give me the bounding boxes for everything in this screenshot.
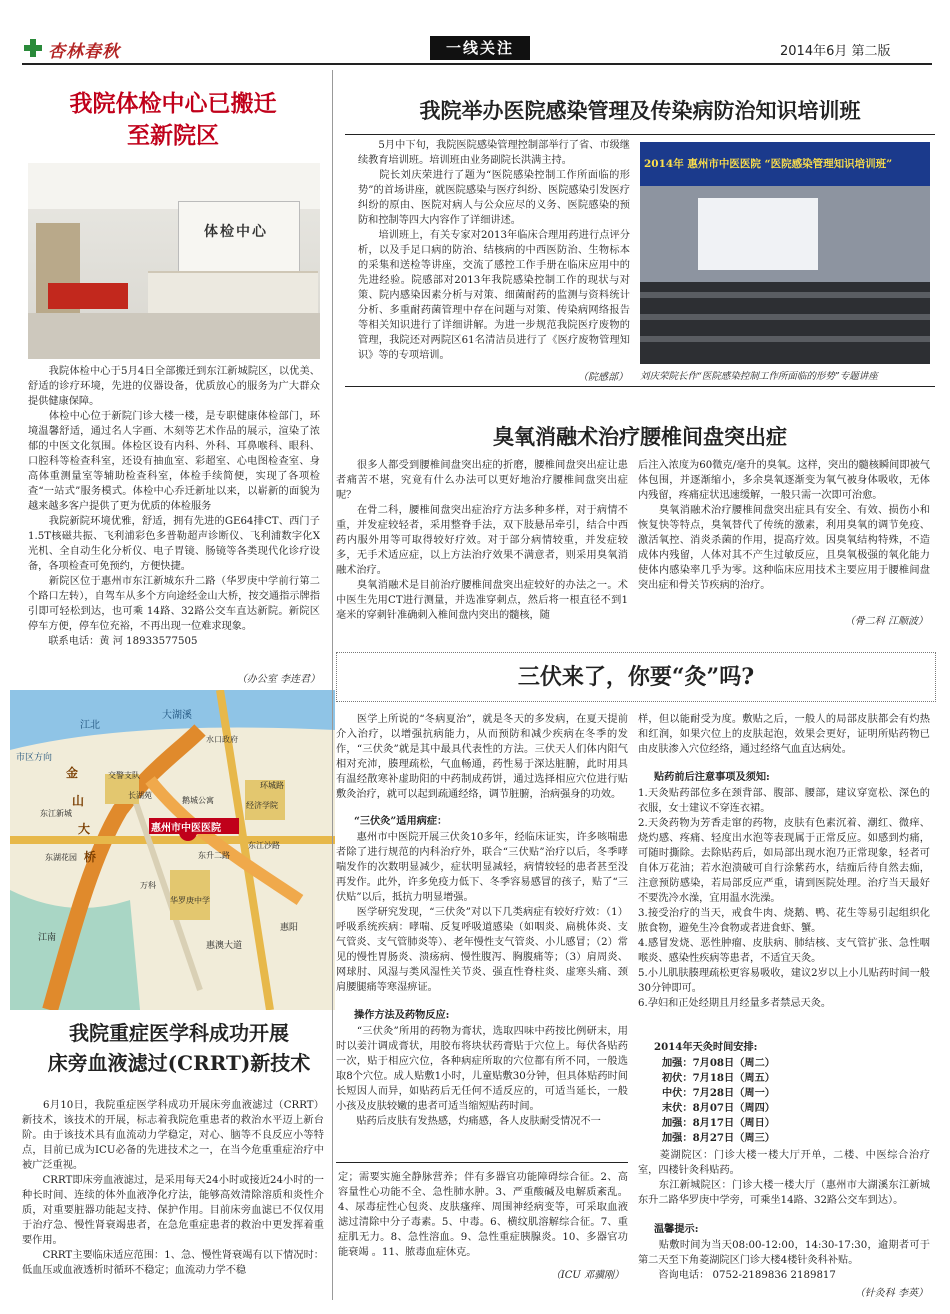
map-label-dahuxi: 大湖溪 <box>162 710 192 721</box>
art5-col1-bottom-rule <box>336 1162 628 1163</box>
art3-title: 我院举办医院感染管理及传染病防治知识培训班 <box>419 98 861 123</box>
issue-month: 2014年6月 <box>780 44 848 59</box>
map-label-city: 市区方向 <box>16 753 53 763</box>
art1-photo <box>28 163 320 359</box>
schedule-label: 加强： <box>662 1117 693 1129</box>
schedule-label: 末伏： <box>662 1102 693 1114</box>
section-label: 一线关注 <box>445 39 514 57</box>
art4-title: 臭氧消融术治疗腰椎间盘突出症 <box>493 424 787 449</box>
section-banner <box>430 36 530 60</box>
map-label-jiangbei: 江北 <box>80 720 100 731</box>
schedule-date: 7月18日（周五） <box>692 1072 775 1084</box>
art3-bottom-rule <box>345 386 935 387</box>
schedule-label: 初伏： <box>662 1072 693 1084</box>
art1-body: 我院体检中心于5月4日全部搬迁到东江新城院区，以优美、舒适的诊疗环境，先进的仪器设备，优质放心的服务为广大群众提供健康保障。 体检中心位于新院门诊大楼一楼，是专职健康体检部门，环境温馨舒适，通过名人字画、木刻等艺术作品的展示，渲染了浓郁的中医文化氛围。体检区设有内科、外科、耳鼻喉科、眼科、口腔科等检查科室，还设有抽血室、彩超室、心电图检查室、身高体重测量室等辅助检查科室，体检手续简便，实现了各项检查“一站式”服务模式。体检中心乔迁新址以来，以崭新的面貌为越来越多客户提供了更为优质的体检服务 我院新院环境优雅，舒适，拥有先进的GE64排CT、西门子1.5T核磁共振、飞利浦彩色多普勒超声诊断仪、飞利浦数字化X光机、全自动生化分析仪、电子胃镜、肠镜等各类现代化诊疗设备，各项检查可免预约，方便快捷。 新院区位于惠州市东江新城东升二路（华罗庚中学前行第二个路口左转），自驾车从多个方向途经金山大桥，按交通指示牌指引即可轻松到达，也可乘 14路、32路公交车直达新院。新院区停车方便，停车位充裕，不再出现一位难求现象。 联系电话：黄 河 18933577505 <box>28 366 320 647</box>
map-label-jingji: 经济学院 <box>246 801 278 810</box>
art2-title: 我院重症医学科成功开展 床旁血液滤过(CRRT)新技术 <box>47 1021 311 1075</box>
map-label-echeng: 鹅城公寓 <box>182 796 214 805</box>
map-label-changhuyuan: 长湖苑 <box>128 791 152 800</box>
issue-date <box>780 40 891 59</box>
map-label-huancheng: 环城路 <box>260 781 284 790</box>
art5-col2-notes: 1.天灸贴药部位多在颈背部、腹部、腰部，建议穿宽松、深色的衣服，女士建议不穿连衣裙。 2.天灸药物为芳香走窜的药物，皮肤有色素沉着、潮红、微痒、烧灼感、疼痛、轻度出水泡等表现属于正常反应。如感到灼痛，可随时撕除。去除贴药后，如局部出现水泡乃正常现象，轻者可自体万花油；若水泡溃破可自行涂紫药水，结痂后待自然去痂，注意预防感染，若局部反应严重，请到医院处理。治疗当天最好不要洗冷水澡，宜用温水洗澡。 3.接受治疗的当天，戒食牛肉、烧鹅、鸭、花生等易引起组织化脓食物，避免生冷食物或者进食虾、蟹。 4.感冒发烧、恶性肿瘤、皮肤病、肺结核、支气管扩张、急性咽喉炎、感染性疾病等患者，不适宜天灸。 5.小儿肌肤腠理疏松更容易吸收，建议2岁以上小儿贴药时间一般30分钟即可。 6.孕妇和正处经期且月经量多者禁忌天灸。 <box>638 788 930 1009</box>
schedule-label: 中伏： <box>662 1087 693 1099</box>
art5-col1-method: “三伏灸”所用的药物为膏状，选取四味中药按比例研末，用时以姜汁调成膏状，用胶布将块状药膏贴于穴位上。每伏各贴药一次，贴于相应穴位，各种病症所取的穴位都有所不同，一般选取8个穴位。成人贴敷1小时，儿童贴敷30分钟，但具体贴药时间长短因人而异，如贴药后无任何不适反应的，可适当延长，一般小孩及皮肤较嫩的患者可适当缩短贴药时间。 贴药后皮肤有发热感，灼痛感，各人皮肤耐受情况不一 <box>336 1026 628 1127</box>
map-label-donghu: 东湖花园 <box>45 853 77 862</box>
map-label-dongjiang: 东江新城 <box>40 809 72 818</box>
art3-body: 5月中下旬，我院医院感染管理控制部举行了省、市级继续教育培训班。培训班由业务副院长洪满主持。 院长刘庆荣进行了题为“医院感染控制工作所面临的形势”的首场讲座，就医院感染与医疗纠纷、医院感染引发医疗纠纷的原由、医院对病人与公众应尽的义务、医院感染的预防和控制等四大内容作了详细讲述。 培训班上，有关专家对2013年临床合理用药进行点评分析，以及手足口病的防治、结核病的中西医防治、生物标本的采集和送检等讲座，交流了感控工作手册在临床应用中的先进经验。院感部对2013年我院感染控制工作的现状与对策、院内感染因素分析与对策、细菌耐药的监测与资料统计分析、多重耐药菌管理中存在问题与对策、传染病网络报告等相关知识进行了详细讲解。为进一步规范我院医疗废物的管理，我院还对两院区61名清洁员进行了《医疗废物管理知识》等的专项培训。 <box>358 140 630 361</box>
map-label-shan: 山 <box>72 794 85 808</box>
map-label-dongjiangsha: 东江沙路 <box>248 841 280 850</box>
art5-title: 三伏来了，你要“灸”吗? <box>517 664 755 690</box>
art5-subhead-schedule: 2014年天灸时间安排: <box>654 1041 758 1053</box>
map-label-shuikou: 水口政府 <box>206 735 238 744</box>
schedule-date: 8月07日（周四） <box>692 1102 775 1114</box>
left-column-rule <box>332 70 333 1300</box>
art1-signature: （办公室 李连君） <box>236 674 320 685</box>
schedule-date: 8月17日（周日） <box>692 1117 775 1129</box>
art5-col1-intro: 医学上所说的“冬病夏治”，就是冬天的多发病，在夏天提前介入治疗，以增强抗病能力，从而预防和减少疾病在冬季的发作，“三伏灸”就是其中最具代表性的方法。三伏天人们体内阳气相对充沛，腠理疏松，气血畅通，药性易于深达脏腑，此时用具有温经散寒补虚助阳的中药制成药饼，通过选择相应穴位进行贴敷灸治疗，就可以起到疏通经络，调节脏腑，治病强身的功效。 <box>336 714 628 800</box>
art5-signature: （针灸科 李英） <box>854 1288 928 1299</box>
art5-title-box <box>336 652 936 702</box>
schedule-label: 加强： <box>662 1132 693 1144</box>
schedule-date: 7月28日（周一） <box>692 1087 775 1099</box>
schedule-row <box>662 1071 862 1086</box>
map-label-jiangnan: 江南 <box>38 933 57 943</box>
map-label-vanke: 万科 <box>140 881 156 890</box>
art1-photo-sign: 体检中心 <box>204 224 268 240</box>
art3-caption: 刘庆荣院长作“医院感染控制工作所面临的形势”专题讲座 <box>640 371 878 382</box>
art5-subhead-tips: 温馨提示: <box>654 1223 699 1235</box>
art2-body-continued: 定；需要实施全静脉营养；伴有多器官功能障碍综合征。2、高容量性心功能不全、急性肺水肿。3、严重酸碱及电解质紊乱。4、尿毒症性心包炎、皮肤瘙痒、周围神经病变等，可采取血液滤过清除中分子毒素。5、中毒。6、横纹肌溶解综合征。7、重症肌无力。8、急性溶血。9、急性重症胰腺炎。10、多器官功能衰竭 。11、脓毒血症休克。 <box>338 1172 628 1258</box>
header-rule <box>22 63 932 65</box>
art2-signature: （ICU 邓骥刚） <box>550 1270 624 1281</box>
map-label-qiao: 桥 <box>84 850 97 864</box>
art5-subhead-indications: “三伏灸”适用病症： <box>354 815 448 827</box>
art5-col1-indications: 惠州市中医院开展三伏灸10多年，经临床证实，许多咳喘患者除了进行规范的内科治疗外，联合“三伏贴”治疗以后，冬季哮喘发作的次数明显减少，症状明显减轻，病情较轻的患者甚至没再发作。此外，许多免疫力低下、冬季容易感冒的孩子，贴了“三伏贴”以后，抵抗力明显增强。 医学研究发现，“三伏灸”对以下几类病症有较好疗效：（1）呼吸系统疾病：哮喘、反复呼吸道感染（如咽炎、扁桃体炎、支气管炎、支气管肺炎等）、老年慢性支气管炎、小儿感冒；（2）常见的慢性胃肠炎、溃疡病、慢性腹泻、胸腹痛等；（3）肩周炎、网球肘、风湿与类风湿性关节炎、强直性脊柱炎、虚寒头痛、颈肩腰腿痛等寒湿痹证。 <box>336 832 628 993</box>
masthead <box>24 38 164 60</box>
schedule-row <box>662 1101 862 1116</box>
art3-banner: 2014年 惠州市中医医院 “医院感染管理知识培训班” <box>644 158 893 170</box>
art4-col2: 后注入浓度为60微克/毫升的臭氧。这样，突出的髓核瞬间即被气体包围，并逐渐缩小，多余臭氧逐渐变为氧气被身体吸收，无体内残留，疼痛症状迅速缓解，一般只需一次即可治愈。 臭氧消融术治疗腰椎间盘突出症具有安全、有效、损伤小和恢复快等特点，臭氧替代了传统的激素，利用臭氧的调节免疫、激活氧控、消炎杀菌的作用，提高疗效。因臭氧结构特殊，不造成体内残留，人体对其不产生过敏反应，且臭氧极强的氧化能力使体内感染率几乎为零。这种临床应用技术主要应用于腰椎间盘突出症和骨关节疾病的治疗。 <box>638 460 930 591</box>
art3-photo <box>640 142 930 364</box>
masthead-title: 杏林春秋 <box>48 42 120 62</box>
art5-schedule-list <box>662 1056 862 1146</box>
art5-subhead-method: 操作方法及药物反应: <box>354 1009 450 1021</box>
schedule-row <box>662 1116 862 1131</box>
map-label-hualuogeng: 华罗庚中学 <box>170 896 210 905</box>
location-map <box>10 690 335 1010</box>
art4-col1: 很多人都受到腰椎间盘突出症的折磨，腰椎间盘突出症让患者痛苦不堪，究竟有什么办法可以更好地治疗腰椎间盘突出症呢？ 在骨二科，腰椎间盘突出症治疗方法多种多样，对于病情不重，并发症较轻者，采用整脊手法，双下肢悬吊牵引，结合中西药内服外用等可取得较好疗效。对于部分病情较重，并发症较多，无手术适应症，以上方法治疗效果不满意者，则采用臭氧消融术治疗。 臭氧消融术是目前治疗腰椎间盘突出症较好的办法之一。术中医生先用CT进行测量，并选准穿刺点，然后将一根直径不到1毫米的穿刺针准确刺入椎间盘内突出的髓核，随 <box>336 460 628 621</box>
page-number: 第二版 <box>851 44 891 59</box>
map-label-jiaojing: 交警支队 <box>108 771 140 780</box>
art5-col2-tips: 贴敷时间为当天08:00-12:00，14:30-17:30，逾期者可于第二天至下角菱湖院区门诊大楼4楼针灸科补贴。 咨询电话： 0752-2189836 2189817 <box>638 1240 930 1281</box>
schedule-date: 7月08日（周二） <box>692 1057 775 1069</box>
art1-title: 我院体检中心已搬迁 至新院区 <box>69 90 277 149</box>
schedule-date: 8月27日（周三） <box>692 1132 775 1144</box>
map-label-huiyang: 惠阳 <box>280 923 299 933</box>
schedule-row <box>662 1086 862 1101</box>
art5-col2-intro: 样，但以能耐受为度。敷贴之后，一般人的局部皮肤都会有灼热和红润，如果穴位上的皮肤起泡，效果会更好，证明所贴药物已由皮肤渗入穴位经络，通过经络气血直达病处。 <box>638 714 930 755</box>
art5-subhead-notes: 贴药前后注意事项及须知: <box>654 771 770 783</box>
map-label-jin: 金 <box>66 766 79 780</box>
map-label-dongsheng: 东升二路 <box>198 851 230 860</box>
projection-screen <box>698 198 818 270</box>
hospital-logo-icon <box>24 38 42 58</box>
map-label-huiao: 惠澳大道 <box>206 941 243 951</box>
art2-body: 6月10日，我院重症医学科成功开展床旁血液滤过（CRRT）新技术，该技术的开展，标志着我院危重患者的救治水平迈上新台阶。由于该技术具有血流动力学稳定，对心、脑等不良反应小等特点，目前已成为ICU必备的先进技术之一，在当今危重重症治疗中被广泛重视。 CRRT即床旁血液滤过，是采用每天24小时或接近24小时的一种长时间、连续的体外血液净化疗法，能够高效清除溶质和炎性介质，对重要脏器功能起支持、保护作用。目前床旁血滤已不仅仅用于治疗急、慢性肾衰竭患者，在急危重症患者的救治中更发挥着重要作用。 CRRT主要临床适应范围：1、急、慢性肾衰竭有以下情况时：低血压或血液透析时循环不稳定；血流动力学不稳 <box>22 1100 324 1276</box>
art3-signature: （院感部） <box>578 372 628 383</box>
map-hospital-label: 惠州市中医医院 <box>151 823 221 834</box>
map-label-da: 大 <box>78 822 91 836</box>
schedule-row <box>662 1056 862 1071</box>
art3-title-rule <box>345 134 935 135</box>
schedule-label: 加强： <box>662 1057 693 1069</box>
schedule-row <box>662 1131 862 1146</box>
art4-signature: （骨二科 江顺波） <box>844 616 928 627</box>
art5-col2-locations: 菱湖院区：门诊大楼一楼大厅开单，二楼、中医综合治疗室，四楼针灸科贴药。 东江新城院区：门诊大楼一楼大厅（惠州市大湖溪东江新城东升二路华罗庚中学旁，可乘坐14路、32路公交车到达）。 <box>638 1150 930 1206</box>
